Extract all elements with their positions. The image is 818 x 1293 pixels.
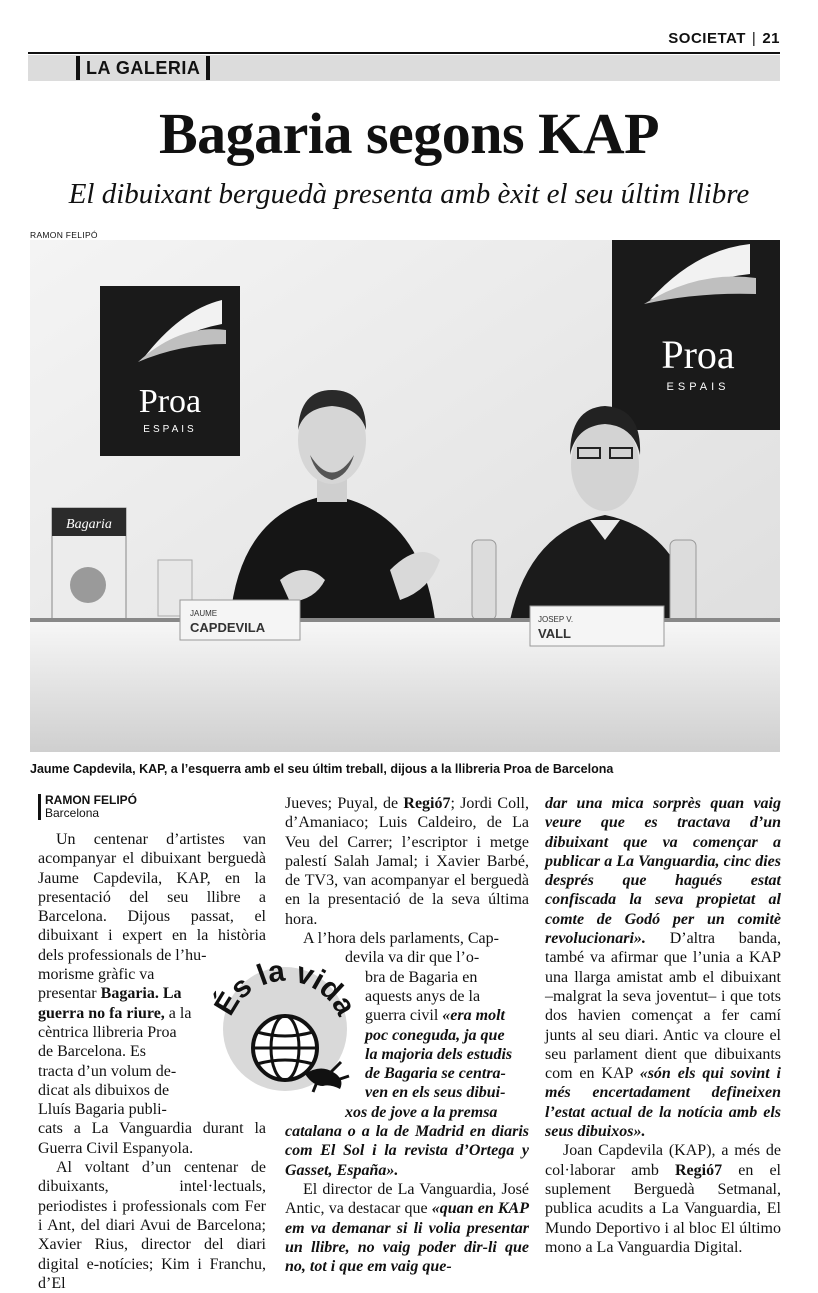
- photo-illustration: [30, 240, 780, 752]
- es-la-vida-badge: [205, 944, 355, 1094]
- book: [52, 508, 126, 628]
- nameplate-right: [530, 606, 664, 646]
- proa-logo-sub-left: ESPAIS: [143, 424, 197, 435]
- article-paragraph: dar una mica sorprès quan vaig veure que es tractava d’un dibuixant que va començar a publicar a La Vanguardia, cinc dies després que hagués estat confiscada la seva propietat al comte de Godó per un comitè revolucionari». D’altra banda, també va afirmar que l’unia a KAP una llarga amistat amb el dibuixant –malgrat la seva joventut– i que tots dos havien començat a fer camí junts al seu diari. Antic va cloure el seu parlament dient que dibuixants com en KAP «són els qui sovint i més encertadament defineixen l’estat actual de la notícia amb els seus dibuixos».: [545, 795, 781, 1141]
- article-column-2: Jueves; Puyal, de Regió7; Jordi Coll, d’Amaniaco; Luis Caldeiro, de La Veu del Carrer; l’escriptor i metge palestí Salah Jamal; i Xavier Barbé, de TV3, van acompanyar el berguedà en la presentació de la seva última hora. A l’hora dels parlaments, Cap- devila va dir que l’o- bra de Bagaria en aquests anys de la guerra civil «era molt poc coneguda, ja que la majoria dels estudis de Bagaria se centra- ven en els seus dibui- xos de jove a la premsa catalana o a la de Madrid en diaris com El Sol i la revista d’Ortega y Gasset, España». El director de La Vanguardia, José Antic, va destacar que «quan en KAP em va demanar si li volia presentar un llibre, no vaig poder dir-li que no, tot i que em vaig que-: [285, 795, 530, 1276]
- subheadline: El dibuixant berguedà presenta amb èxit el seu últim llibre: [68, 178, 750, 210]
- article-paragraph: Un centenar d’artistes van acompanyar el dibuixant berguedà Jaume Capdevila, KAP, en la presentació del seu llibre a Barcelona. Dijous passat, el dibuixant i expert en la història dels professionals de l’hu- morisme gràfic va presentar Bagaria. La guerra no fa riure, a la cèntrica llibreria Proa de Barcelona. Es tracta d’un volum de- dicat als dibuixos de Lluís Bagaria publi- cats a La Vanguardia durant la Guerra Civil Espanyola.: [38, 831, 266, 1157]
- page-header: [0, 0, 818, 78]
- byline-place: Barcelona: [45, 806, 100, 820]
- article-paragraph: Joan Capdevila (KAP), a més de col·laborar amb Regió7 en el suplement Berguedà Setmanal, publica acudits a La Vanguardia, El Mundo Deportivo i al bloc El último mono a La Vanguardia Digital.: [545, 1142, 781, 1256]
- proa-logo-text-left: Proa: [138, 383, 202, 420]
- article-paragraph: A l’hora dels parlaments, Cap-: [303, 930, 499, 948]
- page-number: 21: [762, 30, 780, 47]
- nameplate-left-first: JAUME: [190, 609, 218, 618]
- proa-logo-text-right: Proa: [661, 332, 735, 377]
- photo-caption: Jaume Capdevila, KAP, a l’esquerra amb el seu últim treball, dijous a la llibreria Proa de Barcelona: [30, 762, 614, 776]
- nameplate-left-last: CAPDEVILA: [190, 620, 266, 635]
- byline: [38, 794, 137, 820]
- proa-logo-sub-right: ESPAIS: [666, 381, 730, 393]
- nameplate-left: [180, 600, 300, 640]
- book-title: Bagaria: [66, 517, 112, 532]
- photo-credit: RAMON FELIPÓ: [30, 230, 98, 240]
- inset-text: devila va dir que l’o-: [345, 949, 480, 967]
- nameplate-right-first: JOSEP V.: [538, 615, 574, 624]
- nameplate-right-last: VALL: [538, 626, 571, 641]
- proa-sign-left: [100, 286, 240, 456]
- byline-author: RAMON FELIPÓ: [45, 793, 137, 807]
- article-paragraph: El director de La Vanguardia, José Antic, va destacar que «quan en KAP em va demanar si li volia presentar un llibre, no vaig poder dir-li que no, tot i que em vaig que-: [285, 1180, 530, 1276]
- table: [30, 620, 780, 752]
- galeria-label: LA GALERIA: [76, 56, 210, 80]
- globe-icon: [253, 1016, 317, 1080]
- article-photo: [30, 240, 780, 752]
- article-paragraph: Jueves; Puyal, de Regió7; Jordi Coll, d’Amaniaco; Luis Caldeiro, de La Veu del Carrer; l’escriptor i metge palestí Salah Jamal; i Xavier Barbé, de TV3, van acompanyar el berguedà en la presentació de la seva última hora.: [285, 795, 529, 928]
- water-bottle-right: [670, 540, 696, 626]
- article-column-3: [545, 794, 781, 1257]
- section-name: SOCIETAT: [668, 30, 746, 47]
- proa-sign-right: [612, 240, 780, 430]
- badge-text: És la vid: [208, 954, 349, 1021]
- section-header: SOCIETAT | 21: [668, 30, 780, 47]
- article-paragraph: Al voltant d’un centenar de dibuixants, intel·lectuals, periodistes i professionals com Fer i Ant, del diari Avui de Barcelona; Xavier Rius, director del diari digital e-notícies; Kim i Franchu, d’El: [38, 1159, 266, 1292]
- headline: Bagaria segons KAP: [158, 101, 660, 166]
- water-bottle-left: [472, 540, 496, 620]
- header-rule: [28, 52, 780, 54]
